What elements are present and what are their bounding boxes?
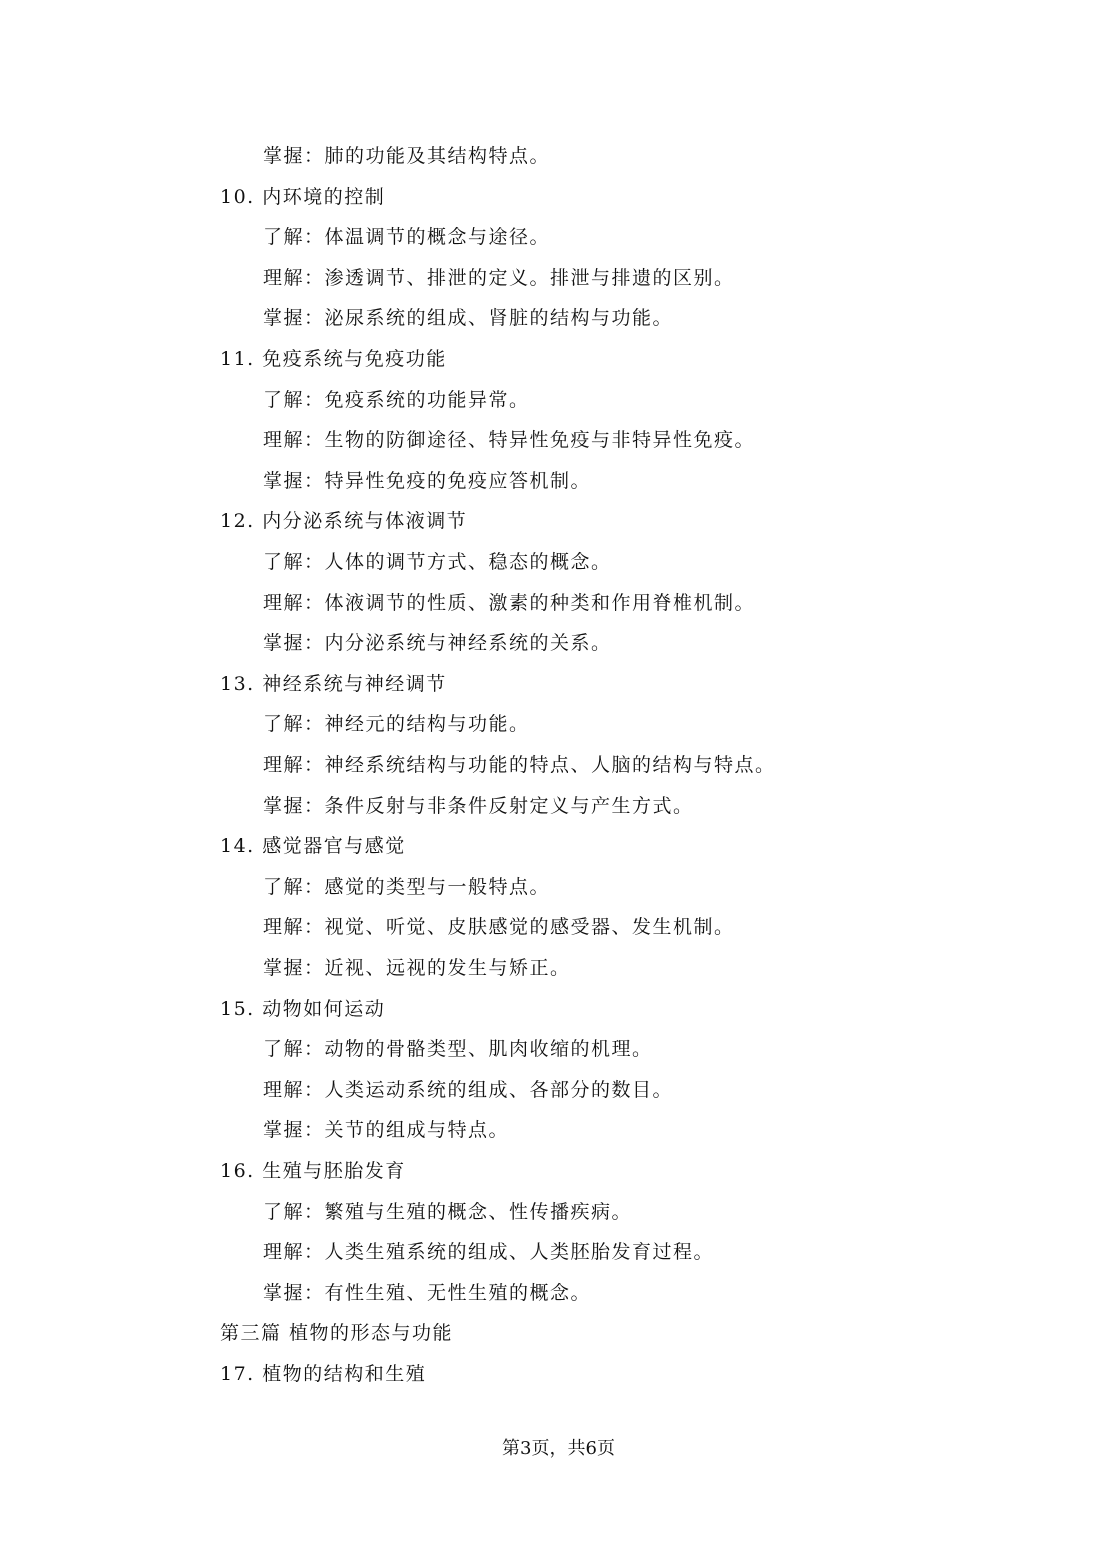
section-item: 掌握：泌尿系统的组成、肾脏的结构与功能。 xyxy=(263,307,674,329)
section-item: 掌握：肺的功能及其结构特点。 xyxy=(263,145,551,167)
section-heading: 16. 生殖与胚胎发育 xyxy=(220,1160,406,1182)
section-item: 掌握：内分泌系统与神经系统的关系。 xyxy=(263,632,612,654)
section-item: 掌握：特异性免疫的免疫应答机制。 xyxy=(263,470,592,492)
section-heading: 14. 感觉器官与感觉 xyxy=(220,835,406,857)
page-footer: 第3页，共6页 xyxy=(502,1438,615,1459)
section-item: 理解：人类运动系统的组成、各部分的数目。 xyxy=(263,1079,674,1101)
section-item: 理解：神经系统结构与功能的特点、人脑的结构与特点。 xyxy=(263,754,776,776)
section-heading: 17. 植物的结构和生殖 xyxy=(220,1363,427,1385)
section-heading: 12. 内分泌系统与体液调节 xyxy=(220,510,468,532)
section-heading: 10. 内环境的控制 xyxy=(220,186,386,208)
section-item: 了解：体温调节的概念与途径。 xyxy=(263,226,551,248)
section-item: 理解：人类生殖系统的组成、人类胚胎发育过程。 xyxy=(263,1241,715,1263)
section-item: 理解：生物的防御途径、特异性免疫与非特异性免疫。 xyxy=(263,429,756,451)
section-item: 了解：免疫系统的功能异常。 xyxy=(263,389,530,411)
section-item: 了解：繁殖与生殖的概念、性传播疾病。 xyxy=(263,1201,633,1223)
section-item: 理解：体液调节的性质、激素的种类和作用脊椎机制。 xyxy=(263,592,756,614)
section-heading: 11. 免疫系统与免疫功能 xyxy=(220,348,447,370)
section-item: 掌握：条件反射与非条件反射定义与产生方式。 xyxy=(263,795,694,817)
section-heading: 15. 动物如何运动 xyxy=(220,998,386,1020)
section-item: 了解：人体的调节方式、稳态的概念。 xyxy=(263,551,612,573)
section-item: 掌握：近视、远视的发生与矫正。 xyxy=(263,957,571,979)
section-item: 了解：感觉的类型与一般特点。 xyxy=(263,876,551,898)
section-heading: 第三篇 植物的形态与功能 xyxy=(220,1322,454,1344)
section-item: 理解：视觉、听觉、皮肤感觉的感受器、发生机制。 xyxy=(263,916,735,938)
section-item: 了解：神经元的结构与功能。 xyxy=(263,713,530,735)
section-item: 理解：渗透调节、排泄的定义。排泄与排遗的区别。 xyxy=(263,267,735,289)
section-item: 掌握：关节的组成与特点。 xyxy=(263,1119,510,1141)
section-item: 了解：动物的骨骼类型、肌肉收缩的机理。 xyxy=(263,1038,653,1060)
section-item: 掌握：有性生殖、无性生殖的概念。 xyxy=(263,1282,592,1304)
section-heading: 13. 神经系统与神经调节 xyxy=(220,673,447,695)
